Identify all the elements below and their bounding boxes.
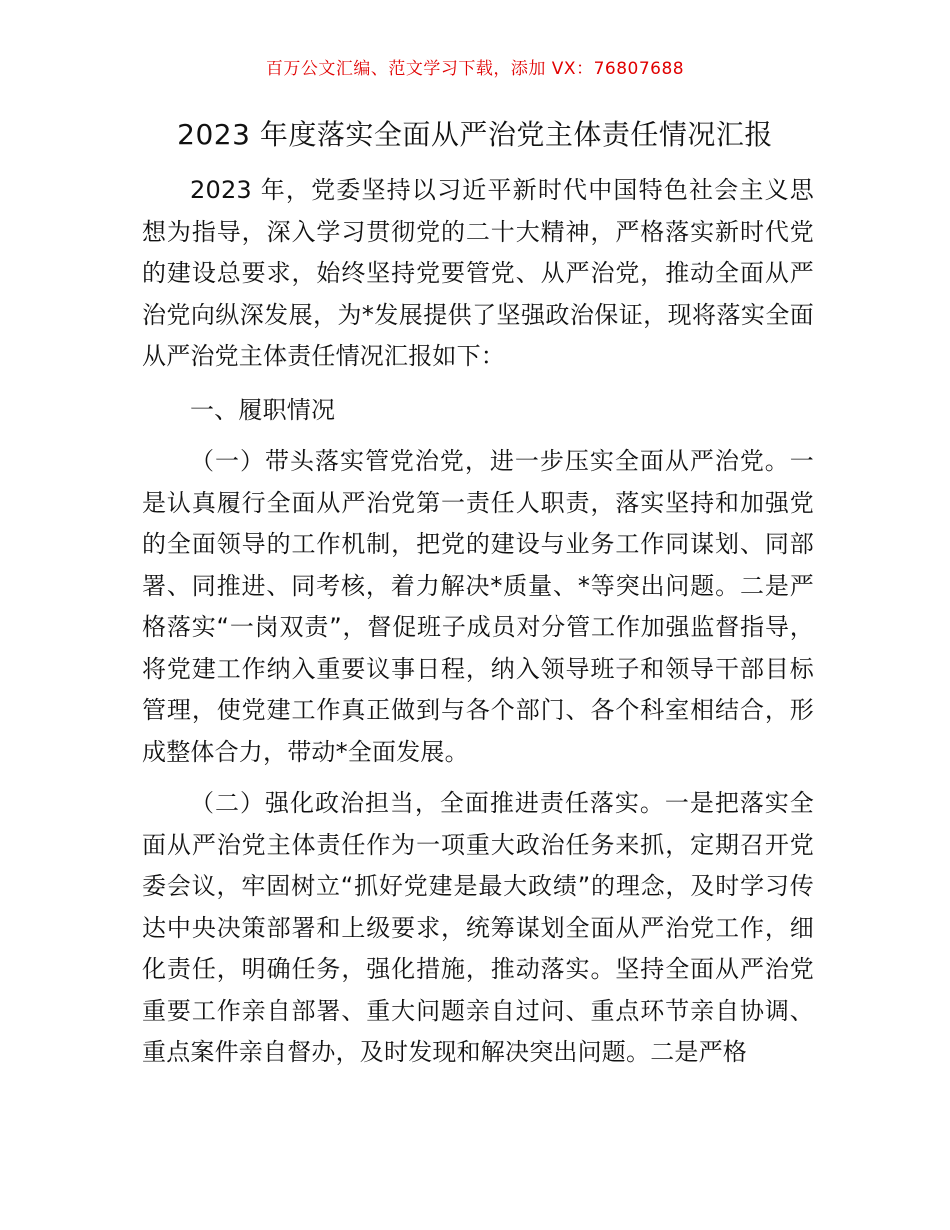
document-title: 2023 年度落实全面从严治党主体责任情况汇报	[177, 118, 773, 151]
header-watermark-note: 百万公文汇编、范文学习下载，添加 VX：76807688	[265, 59, 685, 79]
intro-paragraph: 2023 年，党委坚持以习近平新时代中国特色社会主义思想为指导，深入学习贯彻党的二十大精神，严格落实新时代党的建设总要求，始终坚持党要管党、从严治党，推动全面从严治党向纵深发展，为*发展提供了坚强政治保证，现将落实全面从严治党主体责任情况汇报如下：	[142, 176, 814, 370]
document-body	[142, 170, 814, 1074]
section-heading-1: 一、履职情况	[190, 395, 336, 424]
item-paragraph-2: （二）强化政治担当，全面推进责任落实。一是把落实全面从严治党主体责任作为一项重大政治任务来抓，定期召开党委会议，牢固树立“抓好党建是最大政绩”的理念，及时学习传达中央决策部署和上级要求，统筹谋划全面从严治党工作，细化责任，明确任务，强化措施，推动落实。坚持全面从严治党重要工作亲自部署、重大问题亲自过问、重点环节亲自协调、重点案件亲自督办，及时发现和解决突出问题。二是严格	[142, 789, 814, 1066]
item-paragraph-1: （一）带头落实管党治党，进一步压实全面从严治党。一是认真履行全面从严治党第一责任人职责，落实坚持和加强党的全面领导的工作机制，把党的建设与业务工作同谋划、同部署、同推进、同考核，着力解决*质量、*等突出问题。二是严格落实“一岗双责”，督促班子成员对分管工作加强监督指导，将党建工作纳入重要议事日程，纳入领导班子和领导干部目标管理，使党建工作真正做到与各个部门、各个科室相结合，形成整体合力，带动*全面发展。	[142, 447, 814, 766]
